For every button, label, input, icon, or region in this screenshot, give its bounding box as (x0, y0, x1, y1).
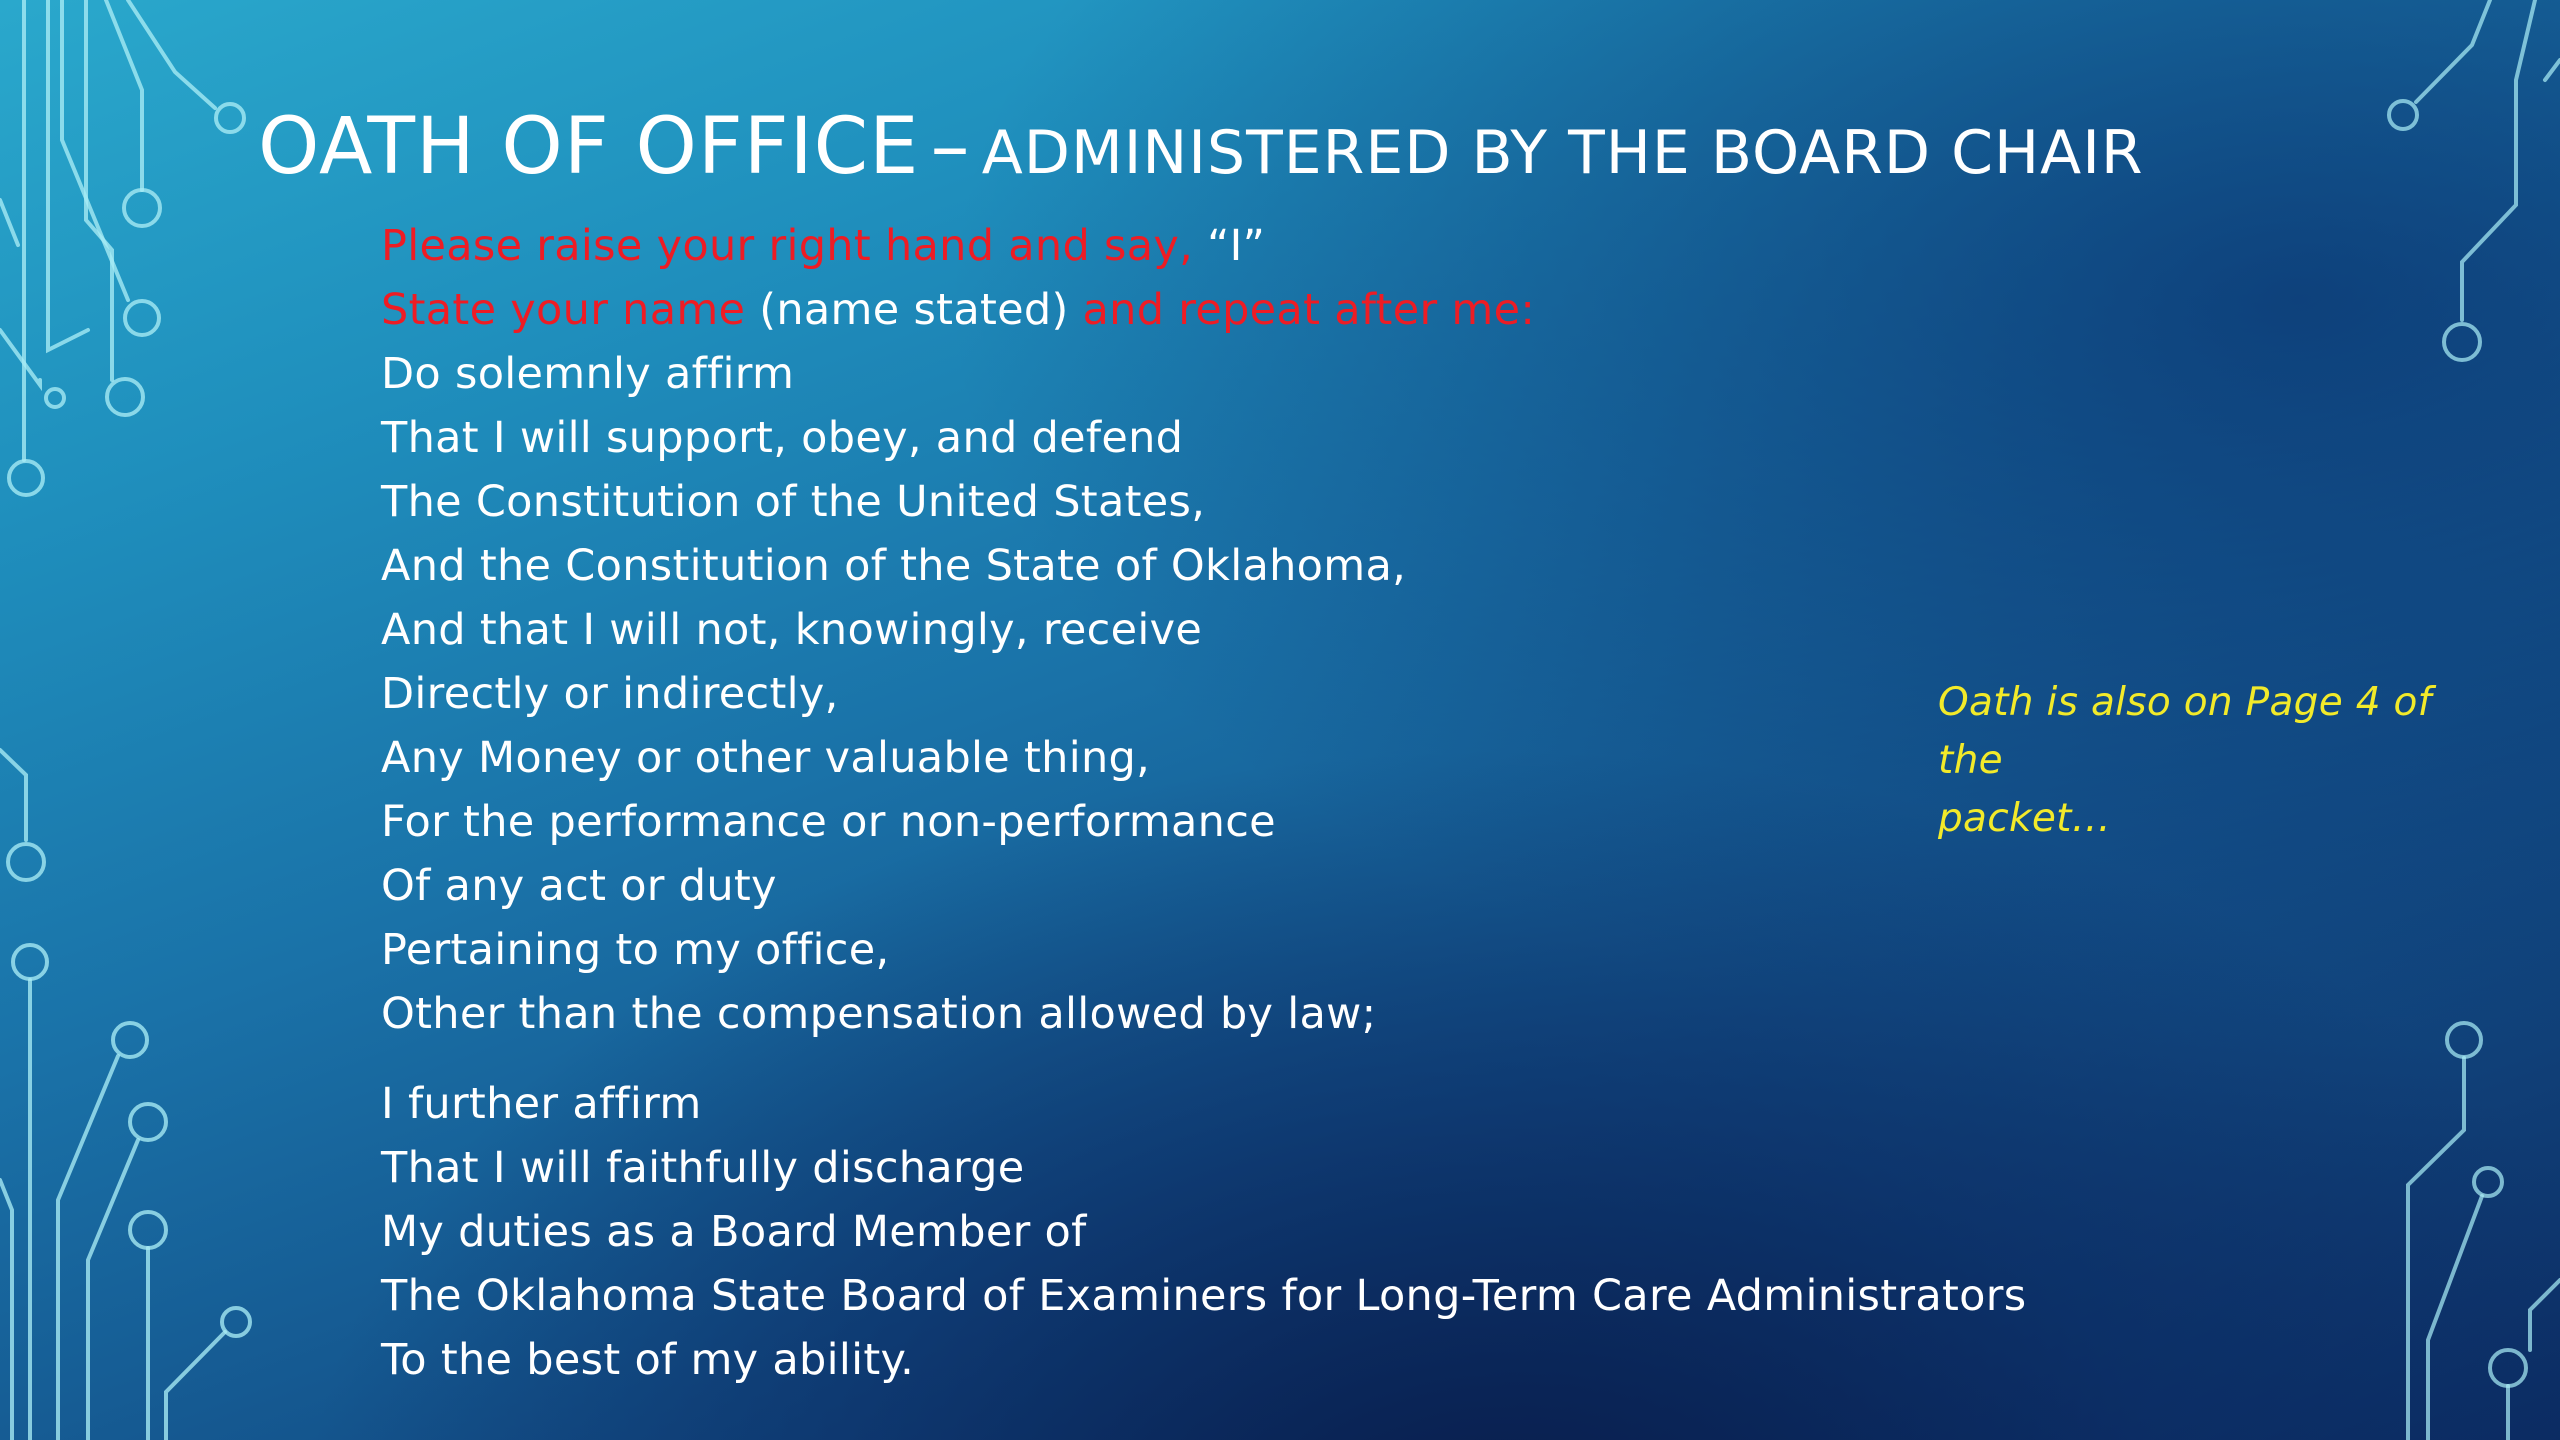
instruction-name-stated: (name stated) (759, 285, 1069, 335)
oath-line: The Oklahoma State Board of Examiners for Long-Term Care Administrators (381, 1271, 2027, 1321)
oath-text-block (381, 214, 2081, 1392)
oath-line: Of any act or duty (381, 861, 777, 911)
oath-line: That I will faithfully discharge (381, 1143, 1025, 1193)
packet-page-note (1938, 674, 2498, 848)
oath-line: The Constitution of the United States, (381, 477, 1206, 527)
oath-line: That I will support, obey, and defend (381, 413, 1184, 463)
oath-line: To the best of my ability. (381, 1335, 915, 1385)
oath-line: My duties as a Board Member of (381, 1207, 1087, 1257)
oath-line: Do solemnly affirm (381, 349, 795, 399)
instruction-line-raise-hand (381, 214, 2081, 278)
instruction-raise-hand: Please raise your right hand and say, (381, 221, 1194, 271)
note-line-2: packet… (1938, 796, 2112, 841)
oath-line: And that I will not, knowingly, receive (381, 605, 1203, 655)
note-line-1: Oath is also on Page 4 of the (1938, 680, 2432, 783)
title-dash: – (930, 102, 971, 192)
slide-title (258, 102, 2144, 192)
oath-line: Any Money or other valuable thing, (381, 733, 1151, 783)
paragraph-gap (381, 1046, 2081, 1072)
oath-line: Pertaining to my office, (381, 925, 890, 975)
oath-line: For the performance or non-performance (381, 797, 1276, 847)
instruction-line-state-name (381, 278, 2081, 342)
oath-line: I further affirm (381, 1079, 702, 1129)
oath-line: Directly or indirectly, (381, 669, 839, 719)
title-main: OATH OF OFFICE (258, 102, 920, 192)
oath-line: Other than the compensation allowed by law; (381, 989, 1377, 1039)
instruction-say-i: “I” (1207, 221, 1266, 271)
title-subtitle: ADMINISTERED BY THE BOARD CHAIR (981, 118, 2144, 188)
instruction-state-name: State your name (381, 285, 746, 335)
instruction-repeat-after-me: and repeat after me: (1082, 285, 1536, 335)
oath-line: And the Constitution of the State of Oklahoma, (381, 541, 1407, 591)
